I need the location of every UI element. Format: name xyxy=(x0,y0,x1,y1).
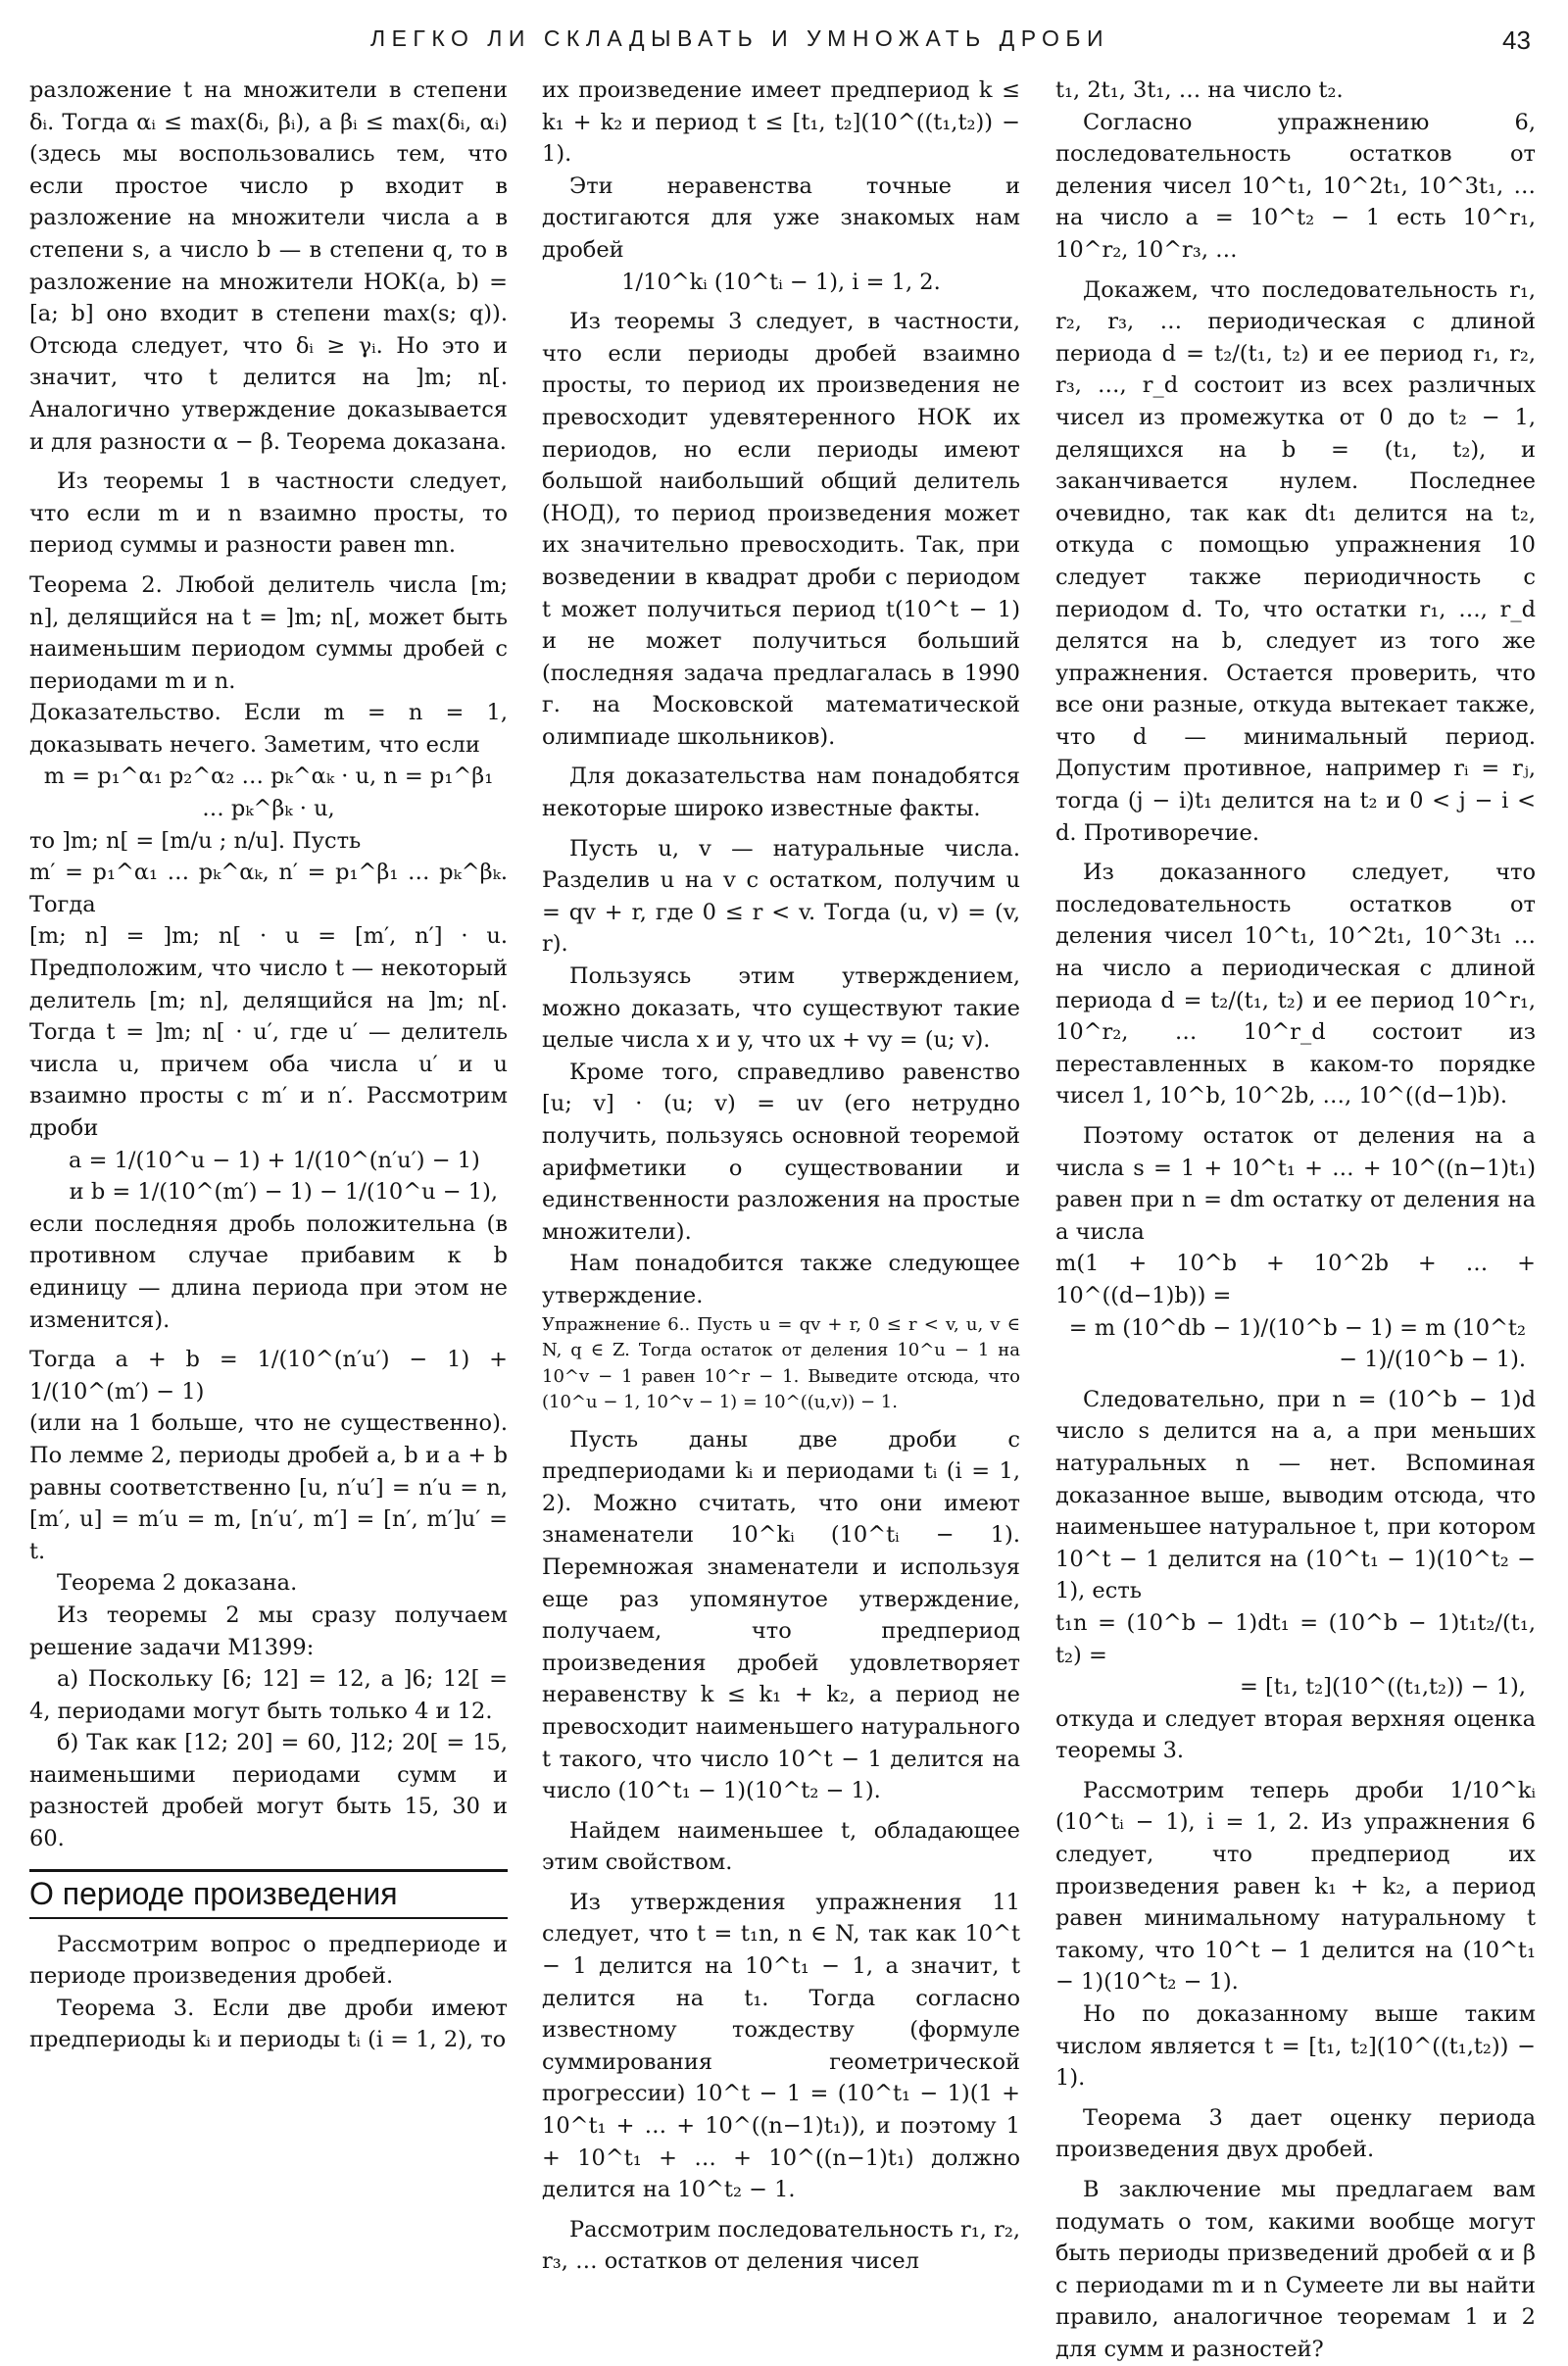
formula: = m (10^db − 1)/(10^b − 1) = m (10^t₂ − 1)/(10^b − 1). xyxy=(1068,1314,1526,1373)
page-number: 43 xyxy=(1502,25,1531,55)
paragraph: Пользуясь этим утверждением, можно доказать, что существуют такие целые числа x и y, что ux + vy = (u; v). xyxy=(542,963,1020,1054)
paragraph: В заключение мы предлагаем вам подумать о том, какими вообще могут быть периоды призведений дробей α и β с периодами m и n Сумеете ли вы найти правило, аналогичное теоремам 1 и 2 для сумм и разностей? xyxy=(1055,2177,1536,2362)
paragraph: Поэтому остаток от деления на a числа s = 1 + 10^t₁ + … + 10^((n−1)t₁) равен при n = dm остатку от деления на a числа xyxy=(1055,1123,1536,1245)
column-middle xyxy=(542,74,1020,2278)
paragraph: Пусть u, v — натуральные числа. Разделив u на v с остатком, получим u = qv + r, где 0 ≤ r < v. Тогда (u, v) = (v, r). xyxy=(542,835,1020,958)
paragraph: б) Так как [12; 20] = 60, ]12; 20[ = 15, наименьшими периодами сумм и разностей дробей могут быть 15, 30 и 60. xyxy=(29,1730,508,1852)
formula: то ]m; n[ = [m/u ; n/u]. Пусть xyxy=(29,827,362,854)
paragraph: Из утверждения упражнения 11 следует, что t = t₁n, n ∈ N, так как 10^t − 1 делится на 10^t₁ − 1, а значит, t делится на t₁. Тогда согласно известному тождеству (формуле суммирования геометрической прогрессии) 10^t − 1 = (10^t₁ − 1)(1 + 10^t₁ + … + 10^((n−1)t₁)), и поэтому 1 + 10^t₁ + … + 10^((n−1)t₁) должно делится на 10^t₂ − 1. xyxy=(542,1889,1020,2203)
paragraph: Кроме того, справедливо равенство [u; v] · (u; v) = uv (его нетрудно получить, пользуясь основной теоремой арифметики о существовании и единственности разложения на простые множители). xyxy=(542,1059,1020,1245)
page-header xyxy=(0,25,1568,65)
paragraph: Из теоремы 1 в частности следует, что если m и n взаимно просты, то период суммы и разности равен mn. xyxy=(29,468,508,559)
formula: m′ = p₁^α₁ … pₖ^αₖ, n′ = p₁^β₁ … pₖ^βₖ. Тогда xyxy=(29,860,508,917)
paragraph: Из теоремы 2 мы сразу получаем решение задачи М1399: xyxy=(29,1602,508,1660)
paragraph: Рассмотрим вопрос о предпериоде и периоде произведения дробей. xyxy=(29,1931,508,1990)
paragraph: откуда и следует вторая верхняя оценка теоремы 3. xyxy=(1055,1705,1536,1764)
proof-paragraph: Доказательство. Если m = n = 1, доказывать нечего. Заметим, что если xyxy=(29,700,508,758)
paragraph: Найдем наименьшее t, обладающее этим свойством. xyxy=(542,1817,1020,1876)
paragraph: Но по доказанному выше таким числом является t = [t₁, t₂](10^((t₁,t₂)) − 1). xyxy=(1055,2001,1536,2092)
paragraph: Из теоремы 3 следует, в частности, что если периоды дробей взаимно просты, то период их произведения не превосходит удевятеренного НОК их периодов, но если периоды имеют большой наибольший общий делитель (НОД), то период произведения может их значительно превосходить. Так, при возведении в квадрат дроби с периодом t может получиться период t(10^t − 1) и не может получиться больший (последняя задача предлагалась в 1990 г. на Московской математической олимпиаде школьников). xyxy=(542,309,1020,750)
paragraph: Рассмотрим теперь дроби 1/10^kᵢ (10^tᵢ − 1), i = 1, 2. Из упражнения 6 следует, что предпериод их произведения равен k₁ + k₂, а период равен минимальному натуральному t такому, что 10^t − 1 делится на (10^t₁ − 1)(10^t₂ − 1). xyxy=(1055,1777,1536,1996)
paragraph: Нам понадобится также следующее утверждение. xyxy=(542,1251,1020,1308)
formula: a = 1/(10^u − 1) + 1/(10^(n′u′) − 1) xyxy=(69,1147,480,1173)
formula: и b = 1/(10^(m′) − 1) − 1/(10^u − 1), xyxy=(69,1179,498,1206)
exercise-6: Упражнение 6.. Пусть u = qv + r, 0 ≤ r < v, u, v ∈ N, q ∈ Z. Тогда остаток от деления 10^u − 1 на 10^v − 1 равен 10^r − 1. Выведите отсюда, что (10^u − 1, 10^v − 1) = 10^((u,v)) − 1. xyxy=(542,1313,1020,1413)
paragraph: [m; n] = ]m; n[ · u = [m′, n′] · u. Предположим, что число t — некоторый делитель [m; n], делящийся на ]m; n[. Тогда t = ]m; n[ · u′, где u′ — делитель числа u, причем оба числа u′ и u взаимно просты с m′ и n′. Рассмотрим дроби xyxy=(29,923,508,1141)
paragraph: t₁, 2t₁, 3t₁, … на число t₂. xyxy=(1055,77,1344,103)
paragraph: их произведение имеет предпериод k ≤ k₁ + k₂ и период t ≤ [t₁, t₂](10^((t₁,t₂)) − 1). xyxy=(542,77,1020,168)
paragraph: а) Поскольку [6; 12] = 12, а ]6; 12[ = 4, периодами могут быть только 4 и 12. xyxy=(29,1666,508,1724)
column-right xyxy=(1055,74,1536,2366)
paragraph: Эти неравенства точные и достигаются для уже знакомых нам дробей xyxy=(542,173,1020,263)
theorem-2-statement: Теорема 2. Любой делитель числа [m; n], делящийся на t = ]m; n[, может быть наименьшим периодом суммы дробей с периодами m и n. xyxy=(29,571,508,694)
formula: Тогда a + b = 1/(10^(n′u′) − 1) + 1/(10^(m′) − 1) xyxy=(29,1347,508,1405)
paragraph: Для доказательства нам понадобятся некоторые широко известные факты. xyxy=(542,764,1020,822)
formula: 1/10^kᵢ (10^tᵢ − 1), i = 1, 2. xyxy=(621,269,941,295)
paragraph: Согласно упражнению 6, последовательность остатков от деления чисел 10^t₁, 10^2t₁, 10^3t₁, … на число a = 10^t₂ − 1 есть 10^r₁, 10^r₂, 10^r₃, … xyxy=(1055,109,1536,263)
paragraph: Теорема 2 доказана. xyxy=(57,1570,298,1597)
formula: = [t₁, t₂](10^((t₁,t₂)) − 1), xyxy=(1239,1674,1526,1701)
paragraph: Теорема 3 дает оценку периода произведения двух дробей. xyxy=(1055,2104,1536,2163)
formula: m(1 + 10^b + 10^2b + … + 10^((d−1)b)) = xyxy=(1055,1251,1536,1308)
paragraph: Пусть даны две дроби с предпериодами kᵢ и периодами tᵢ (i = 1, 2). Можно считать, что они имеют знаменатели 10^kᵢ (10^tᵢ − 1). Перемножая знаменатели и используя еще раз упомянутое утверждение, получаем, что предпериод произведения дробей удовлетворяет неравенству k ≤ k₁ + k₂, а период не превосходит наименьшего натурального t такого, что число 10^t − 1 делится на число (10^t₁ − 1)(10^t₂ − 1). xyxy=(542,1426,1020,1804)
paragraph: разложение t на множители в степени δᵢ. Тогда αᵢ ≤ max(δᵢ, βᵢ), а βᵢ ≤ max(δᵢ, αᵢ) (здесь мы воспользовались тем, что если простое число p входит в разложение на множители числа a в степени s, а число b — в степени q, то в разложение на множители НОК(a, b) = [a; b] оно входит в степени max(s; q)). Отсюда следует, что δᵢ ≥ γᵢ. Но это и значит, что t делится на ]m; n[. Аналогично утверждение доказывается и для разности α − β. Теорема доказана. xyxy=(29,77,508,455)
formula: t₁n = (10^b − 1)dt₁ = (10^b − 1)t₁t₂/(t₁, t₂) = xyxy=(1055,1609,1536,1668)
running-title: ЛЕГКО ЛИ СКЛАДЫВАТЬ И УМНОЖАТЬ ДРОБИ xyxy=(370,25,1110,51)
paragraph: Из доказанного следует, что последовательность остатков от деления чисел 10^t₁, 10^2t₁, 10^3t₁ … на число a периодическая с длиной периода d = t₂/(t₁, t₂) и ее период 10^r₁, 10^r₂, … 10^r_d состоит из переставленных в каком-то порядке чисел 1, 10^b, 10^2b, …, 10^((d−1)b). xyxy=(1055,860,1536,1109)
paragraph: Следовательно, при n = (10^b − 1)d число s делится на a, а при меньших натуральных n — нет. Вспоминая доказанное выше, выводим отсюда, что наименьшее натуральное t, при котором 10^t − 1 делится на (10^t₁ − 1)(10^t₂ − 1), есть xyxy=(1055,1386,1536,1604)
paragraph: (или на 1 больше, что не существенно). По лемме 2, периоды дробей a, b и a + b равны соответственно [u, n′u′] = n′u = n, [m′, u] = m′u = m, [n′u′, m′] = [n′, m′]u′ = t. xyxy=(29,1410,508,1564)
paragraph: если последняя дробь положительна (в противном случае прибавим к b единицу — длина периода при этом не изменится). xyxy=(29,1210,508,1333)
theorem-3-statement: Теорема 3. Если две дроби имеют предпериоды kᵢ и периоды tᵢ (i = 1, 2), то xyxy=(29,1995,508,2053)
section-title: О периоде произведения xyxy=(29,1869,508,1919)
paragraph: Докажем, что последовательность r₁, r₂, r₃, … периодическая с длиной периода d = t₂/(t₁, t₂) и ее период r₁, r₂, r₃, …, r_d состоит из всех различных чисел из промежутка от 0 до t₂ − 1, делящихся на b = (t₁, t₂), и заканчивается нулем. Последнее очевидно, так как dt₁ делится на t₂, откуда с помощью упражнения 10 следует также периодичность с периодом d. То, что остатки r₁, …, r_d делятся на b, следует из того же упражнения. Остается проверить, что все они разные, откуда вытекает также, что d — минимальный период. Допустим противное, например rᵢ = rⱼ, тогда (j − i)t₁ делится на t₂ и 0 < j − i < d. Противоречие. xyxy=(1055,276,1536,846)
formula: m = p₁^α₁ p₂^α₂ … pₖ^αₖ · u, n = p₁^β₁ … pₖ^βₖ · u, xyxy=(43,764,494,822)
paragraph: Рассмотрим последовательность r₁, r₂, r₃, … остатков от деления чисел xyxy=(542,2216,1020,2275)
column-left xyxy=(29,74,508,2056)
